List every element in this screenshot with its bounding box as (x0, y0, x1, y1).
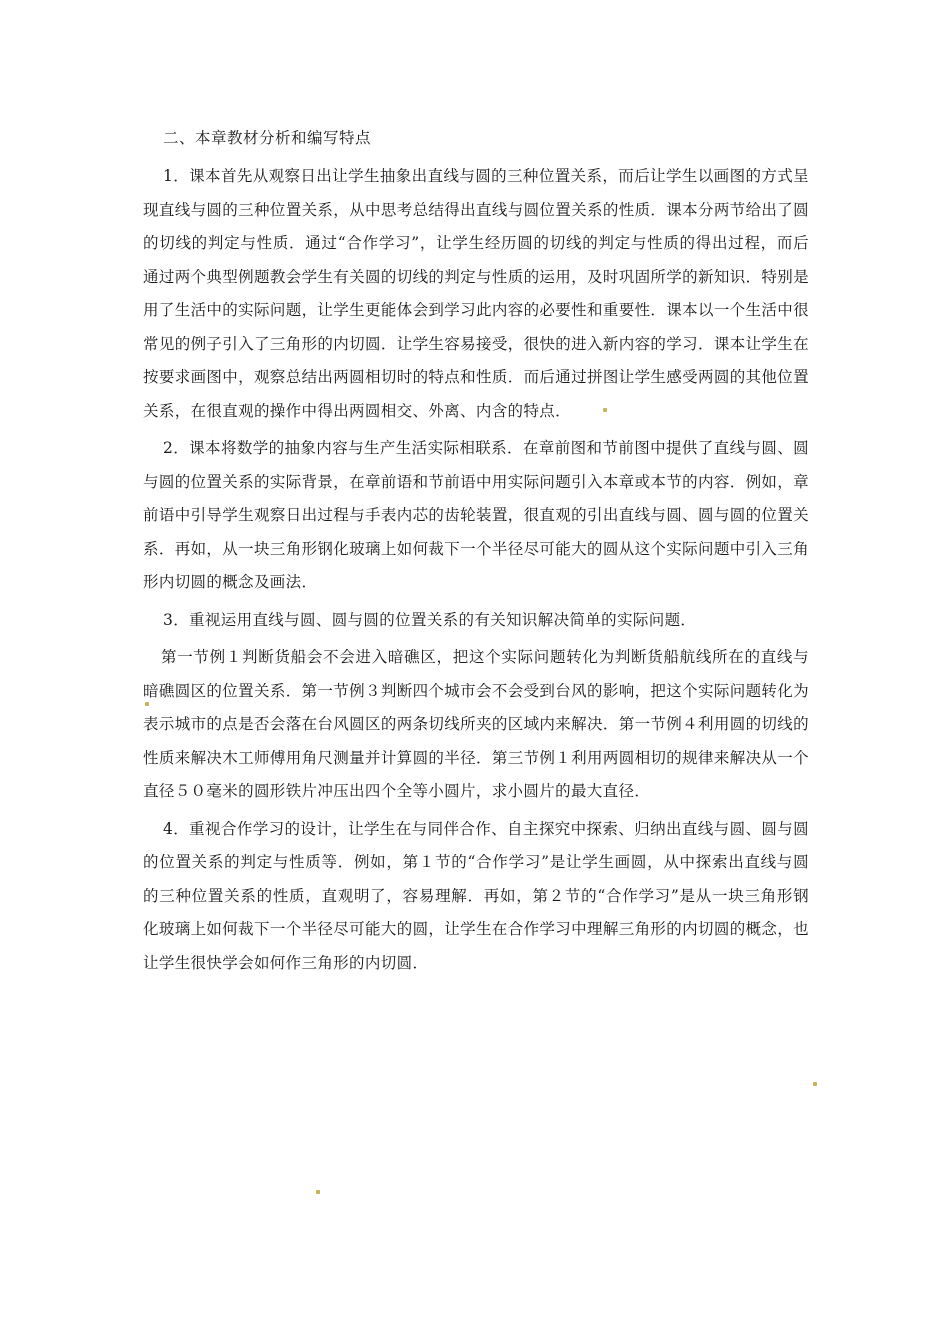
paragraph-5: 4．重视合作学习的设计，让学生在与同伴合作、自主探究中探索、归纳出直线与圆、圆与圆的位置关系的判定与性质等．例如，第１节的“合作学习”是让学生画圆，从中探索出直线与圆的三种位置关系的性质，直观明了，容易理解．再如，第２节的“合作学习”是从一块三角形钢化玻璃上如何裁下一个半径尽可能大的圆，让学生在合作学习中理解三角形的内切圆的概念，也让学生很快学会如何作三角形的内切圆． (143, 819, 809, 972)
scan-mark (316, 1190, 320, 1194)
scan-mark (145, 702, 149, 706)
section-heading: 二、本章教材分析和编写特点 (163, 129, 372, 147)
document-body (143, 126, 809, 980)
paragraph-1: 1．课本首先从观察日出让学生抽象出直线与圆的三种位置关系，而后让学生以画图的方式呈现直线与圆的三种位置关系，从中思考总结得出直线与圆位置关系的性质．课本分两节给出了圆的切线的判定与性质．通过“合作学习”，让学生经历圆的切线的判定与性质的得出过程，而后通过两个典型例题教会学生有关圆的切线的判定与性质的运用，及时巩固所学的新知识．特别是用了生活中的实际问题，让学生更能体会到学习此内容的必要性和重要性．课本以一个生活中很常见的例子引入了三角形的内切圆．让学生容易接受，很快的进入新内容的学习．课本让学生在按要求画图中，观察总结出两圆相切时的特点和性质．而后通过拼图让学生感受两圆的其他位置关系，在很直观的操作中得出两圆相交、外离、内含的特点． (143, 167, 809, 420)
scan-mark (603, 408, 607, 412)
paragraph-3: 3．重视运用直线与圆、圆与圆的位置关系的有关知识解决简单的实际问题． (163, 610, 697, 629)
scan-mark (813, 1082, 817, 1086)
paragraph-2: 2．课本将数学的抽象内容与生产生活实际相联系．在章前图和节前图中提供了直线与圆、圆与圆的位置关系的实际背景，在章前语和节前语中用实际问题引入本章或本节的内容．例如，章前语中引导学生观察日出过程与手表内芯的齿轮装置，很直观的引出直线与圆、圆与圆的位置关系．再如，从一块三角形钢化玻璃上如何裁下一个半径尽可能大的圆从这个实际问题中引入三角形内切圆的概念及画法． (143, 439, 809, 591)
paragraph-4: 第一节例１判断货船会不会进入暗礁区，把这个实际问题转化为判断货船航线所在的直线与暗礁圆区的位置关系．第一节例３判断四个城市会不会受到台风的影响，把这个实际问题转化为表示城市的点是否会落在台风圆区的两条切线所夹的区域内来解决．第一节例４利用圆的切线的性质来解决木工师傅用角尺测量并计算圆的半径．第三节例１利用两圆相切的规律来解决从一个直径５０毫米的圆形铁片冲压出四个全等小圆片，求小圆片的最大直径． (143, 648, 809, 800)
